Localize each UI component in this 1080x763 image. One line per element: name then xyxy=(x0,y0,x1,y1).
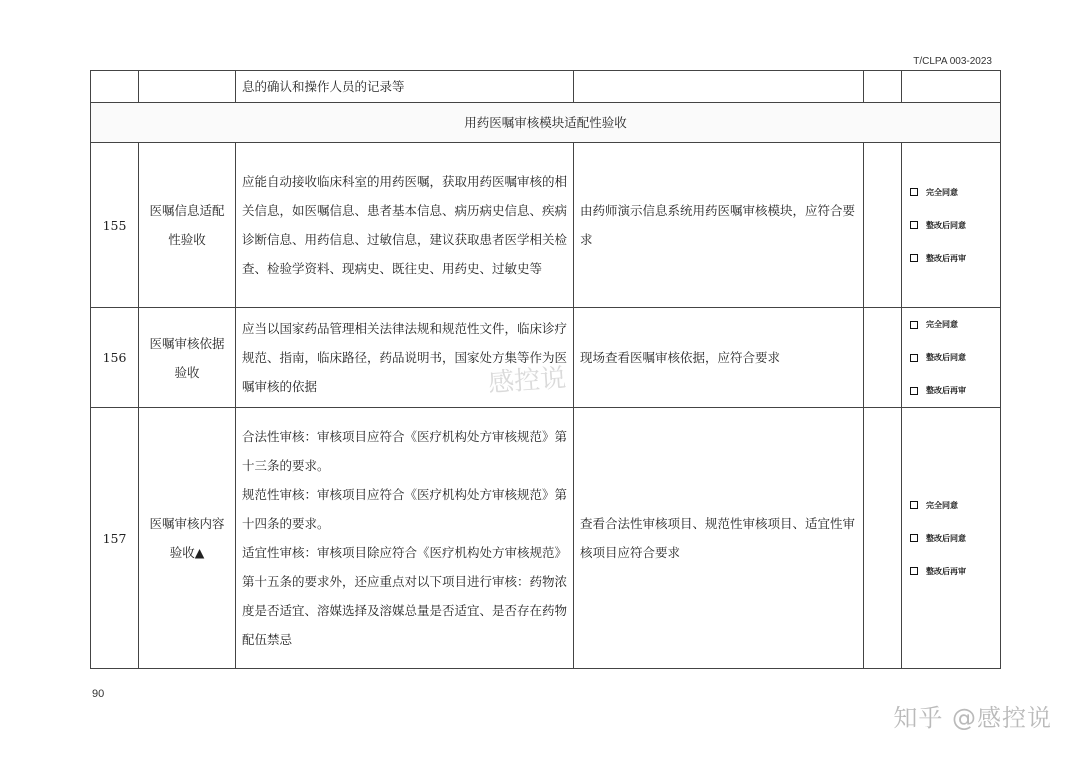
item-name xyxy=(139,408,236,669)
option-agree[interactable] xyxy=(910,489,1000,522)
checkbox-icon[interactable] xyxy=(910,534,918,542)
option-label: 完全同意 xyxy=(926,187,958,197)
checkbox-icon[interactable] xyxy=(910,221,918,229)
checkbox-icon[interactable] xyxy=(910,567,918,575)
option-review-after-fix[interactable] xyxy=(910,374,1000,407)
section-row xyxy=(91,103,1001,143)
option-label: 整改后再审 xyxy=(926,566,966,576)
method-text: 由药师演示信息系统用药医嘱审核模块，应符合要求 xyxy=(574,143,864,308)
checkbox-icon[interactable] xyxy=(910,354,918,362)
checkbox-icon[interactable] xyxy=(910,321,918,329)
checkbox-icon[interactable] xyxy=(910,501,918,509)
opinion-options xyxy=(902,308,1001,408)
opinion-cell xyxy=(902,71,1001,103)
table-row xyxy=(91,408,1001,669)
item-name-line: 性验收 xyxy=(168,232,206,247)
method-text: 现场查看医嘱审核依据，应符合要求 xyxy=(574,308,864,408)
method-text: 查看合法性审核项目、规范性审核项目、适宜性审核项目应符合要求 xyxy=(574,408,864,669)
checkbox-icon[interactable] xyxy=(910,254,918,262)
requirement-text: 应能自动接收临床科室的用药医嘱，获取用药医嘱审核的相关信息，如医嘱信息、患者基本信息、病历病史信息、疾病诊断信息、用药信息、过敏信息，建议获取患者医学相关检查、检验学资料、现病史、既往史、用药史、过敏史等 xyxy=(236,143,574,308)
requirement-text xyxy=(236,408,574,669)
item-name xyxy=(139,308,236,408)
requirement-paragraph: 适宜性审核：审核项目除应符合《医疗机构处方审核规范》第十五条的要求外，还应重点对以下项目进行审核：药物浓度是否适宜、溶媒选择及溶媒总量是否适宜、是否存在药物配伍禁忌 xyxy=(242,545,568,647)
requirement-paragraph: 合法性审核：审核项目应符合《医疗机构处方审核规范》第十三条的要求。 xyxy=(242,429,568,473)
option-label: 整改后同意 xyxy=(926,353,966,362)
option-review-after-fix[interactable] xyxy=(910,242,1000,275)
page-number: 90 xyxy=(92,688,105,700)
row-number: 157 xyxy=(91,408,139,669)
requirement-cell: 息的确认和操作人员的记录等 xyxy=(236,71,574,103)
option-label: 整改后同意 xyxy=(926,220,966,230)
result-cell xyxy=(864,308,902,408)
option-agree[interactable] xyxy=(910,308,1000,341)
option-label: 完全同意 xyxy=(926,500,958,510)
option-review-after-fix[interactable] xyxy=(910,555,1000,588)
section-title: 用药医嘱审核模块适配性验收 xyxy=(91,103,1001,143)
standard-code: T/CLPA 003-2023 xyxy=(913,56,992,67)
continuation-row xyxy=(91,71,1001,103)
item-name-line: 医嘱审核依据 xyxy=(149,335,225,351)
method-cell xyxy=(574,71,864,103)
requirement-text: 应当以国家药品管理相关法律法规和规范性文件，临床诊疗规范、指南，临床路径，药品说明书，国家处方集等作为医嘱审核的依据 xyxy=(236,308,574,408)
result-cell xyxy=(864,143,902,308)
requirement-paragraph: 规范性审核：审核项目应符合《医疗机构处方审核规范》第十四条的要求。 xyxy=(242,487,568,531)
watermark-center: 感控说 xyxy=(487,363,568,399)
item-name xyxy=(139,143,236,308)
option-label: 整改后同意 xyxy=(926,533,966,543)
item-name-line: 医嘱审核内容 xyxy=(149,516,225,531)
item-name-line: 医嘱信息适配 xyxy=(149,203,225,218)
opinion-options xyxy=(902,143,1001,308)
option-agree-after-fix[interactable] xyxy=(910,209,1000,242)
option-agree[interactable] xyxy=(910,176,1000,209)
table-row xyxy=(91,143,1001,308)
row-number: 156 xyxy=(91,308,139,408)
item-name-line: 验收▲ xyxy=(169,545,205,560)
result-cell xyxy=(864,408,902,669)
option-agree-after-fix[interactable] xyxy=(910,341,1000,374)
result-cell xyxy=(864,71,902,103)
option-label: 整改后再审 xyxy=(926,386,966,395)
option-label: 完全同意 xyxy=(926,320,958,329)
option-agree-after-fix[interactable] xyxy=(910,522,1000,555)
item-name-line: 验收 xyxy=(174,364,200,380)
item-cell xyxy=(139,71,236,103)
number-cell xyxy=(91,71,139,103)
opinion-options xyxy=(902,408,1001,669)
option-label: 整改后再审 xyxy=(926,253,966,263)
checkbox-icon[interactable] xyxy=(910,387,918,395)
watermark-corner: 知乎 @感控说 xyxy=(893,704,1052,732)
checkbox-icon[interactable] xyxy=(910,188,918,196)
row-number: 155 xyxy=(91,143,139,308)
